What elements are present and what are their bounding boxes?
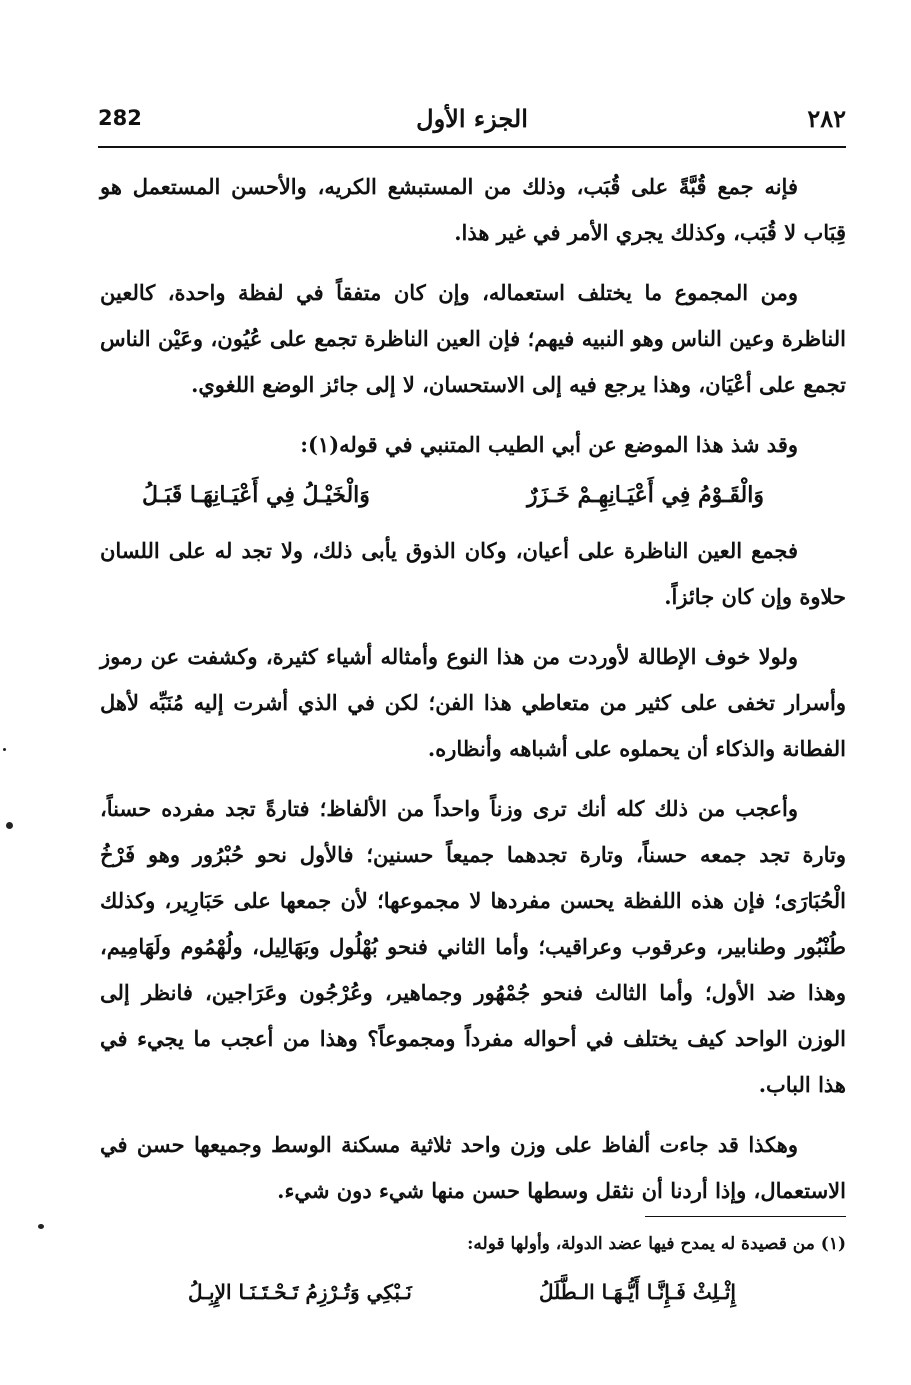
running-title: الجزء الأول	[416, 104, 528, 133]
footnote-rule	[645, 1216, 846, 1217]
footnote-verse-second: نَـبْكِي وَتُـرْزِمُ تَـحْـتَـنَـا الإِبِـلُ	[188, 1280, 412, 1304]
scan-speck	[6, 822, 13, 829]
paragraph: وقد شذ هذا الموضع عن أبي الطيب المتنبي في قوله(١):	[300, 432, 798, 457]
header-rule	[98, 146, 846, 148]
paragraph: ومن المجموع ما يختلف استعماله، وإن كان متفقاً في لفظة واحدة، كالعين الناظرة وعين الناس وهو النبيه فيهم؛ فإن العين الناظرة تجمع على عُيُون، وعَيْن الناس تجمع على أعْيَان، وهذا يرجع فيه إلى الاستحسان، لا إلى جائز الوضع اللغوي.	[100, 280, 846, 397]
paragraph: وأعجب من ذلك كله أنك ترى وزناً واحداً من الألفاظ؛ فتارةً تجد مفرده حسناً، وتارة تجد جمعه حسناً، وتارة تجدهما جميعاً حسنين؛ فالأول نحو حُبْرُور وهو فَرْخُ الْحُبَارَى؛ فإن هذه اللفظة يحسن مفردها لا مجموعها؛ لأن جمعها على حَبَارِير، وكذلك طُنْبُور وطنابير، وعرقوب وعراقيب؛ وأما الثاني فنحو بُهْلُول وبَهَالِيل، ولُهْمُوم ولَهَامِيم، وهذا ضد الأول؛ وأما الثالث فنحو جُمْهُور وجماهير، وعُرْجُون وعَرَاجين، فانظر إلى الوزن الواحد كيف يختلف في أحواله مفرداً ومجموعاً؟ وهذا من أعجب ما يجيء في هذا الباب.	[100, 796, 846, 1097]
footnote-verse-first: إِثْـلِثْ فَـإِنَّـا أَيُّـهَـا الـطَّلَلُ	[538, 1280, 736, 1304]
footnote-verse	[100, 1274, 846, 1310]
paragraph: وهكذا قد جاءت ألفاظ على وزن واحد ثلاثية مسكنة الوسط وجميعها حسن في الاستعمال، وإذا أردنا أن نثقل وسطها حسن منها شيء دون شيء.	[100, 1132, 846, 1203]
paragraph: ولولا خوف الإطالة لأوردت من هذا النوع وأمثاله أشياء كثيرة، وكشفت عن رموز وأسرار تخفى على كثير من متعاطي هذا الفن؛ لكن في الذي أشرت إليه مُنَبِّه لأهل الفطانة والذكاء أن يحملوه على أشباهه وأنظاره.	[100, 644, 846, 761]
page-number-arabic: ٢٨٢	[807, 104, 846, 133]
page-header	[98, 100, 846, 144]
poetry-verse	[100, 472, 846, 518]
scan-speck	[38, 1224, 44, 1229]
scan-speck	[3, 748, 6, 751]
paragraph: فإنه جمع قُبَّةً على قُبَب، وذلك من المستبشع الكريه، والأحسن المستعمل هو قِبَاب لا قُبَب، وكذلك يجري الأمر في غير هذا.	[100, 174, 846, 245]
verse-second-hemistich: وَالْخَيْـلُ فِي أَعْيَـانِهَـا قَبَـلُ	[142, 482, 370, 508]
footnote-text: (١) من قصيدة له يمدح فيها عضد الدولة، وأولها قوله:	[467, 1234, 846, 1254]
footnotes	[100, 1226, 846, 1310]
body-text	[100, 164, 846, 1214]
paragraph: فجمع العين الناظرة على أعيان، وكان الذوق يأبى ذلك، ولا تجد له على اللسان حلاوة وإن كان جائزاً.	[100, 538, 846, 609]
page-number-latin: 282	[98, 106, 142, 130]
verse-first-hemistich: وَالْقَـوْمُ فِي أَعْيَـانِهِـمْ خَـزَرٌ	[526, 482, 764, 508]
